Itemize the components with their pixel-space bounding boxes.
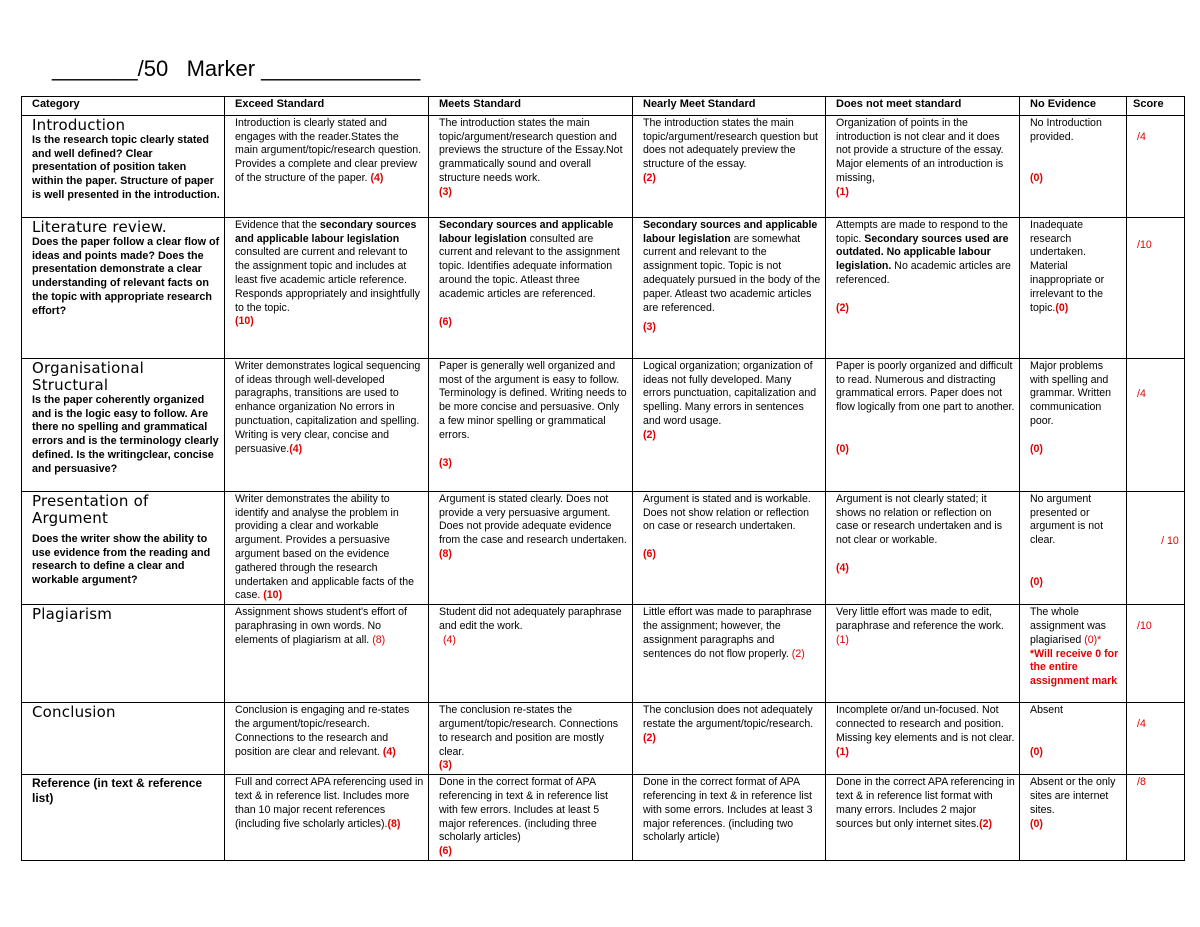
points-label: (2) bbox=[643, 731, 656, 744]
points-label: (0) bbox=[836, 442, 849, 455]
criterion-text: No argument presented or argument is not clear. bbox=[1030, 492, 1104, 547]
score-max: /4 bbox=[1137, 718, 1146, 731]
criterion-text: No Introduction provided. bbox=[1030, 116, 1102, 143]
category-description: Does the paper follow a clear flow of ideas and points made? Does the presentation demonstrate a clear understanding of relevant facts on the topic with appropriate research effort? bbox=[32, 235, 220, 317]
criterion-text: are somewhat current and relevant to the assignment topic. Topic is not adequately pursued in the body of the paper. Atleast two academic articles are referenced. bbox=[643, 232, 821, 314]
score-max: /4 bbox=[1137, 387, 1146, 400]
column-header: No Evidence bbox=[1020, 97, 1127, 116]
noevidence-cell bbox=[1020, 115, 1127, 217]
points-label: (0)* bbox=[1084, 633, 1102, 646]
points-label: (2) bbox=[791, 647, 805, 660]
points-label: (4) bbox=[370, 171, 384, 184]
nearly-cell bbox=[633, 491, 826, 604]
category-cell bbox=[22, 115, 225, 217]
meets-cell bbox=[429, 703, 633, 775]
category-cell bbox=[22, 358, 225, 491]
nearly-cell bbox=[633, 605, 826, 703]
points-label: (6) bbox=[439, 315, 452, 328]
criterion-text: No academic articles are referenced. bbox=[836, 260, 1011, 286]
criterion-text: The conclusion does not adequately restate the argument/topic/research. bbox=[643, 704, 814, 730]
category-title: Literature review. bbox=[32, 217, 167, 236]
noevidence-cell bbox=[1020, 775, 1127, 861]
points-label: (2) bbox=[979, 817, 993, 830]
category-title: Introduction bbox=[32, 115, 126, 134]
meets-cell bbox=[429, 358, 633, 491]
criterion-text: Paper is generally well organized and most of the argument is easy to follow. Terminology is defined. Writing needs to be more concise and persuasive. Only a few minor spelling or grammatical errors. bbox=[439, 359, 627, 441]
notmeet-cell bbox=[826, 491, 1020, 604]
nearly-cell bbox=[633, 703, 826, 775]
points-label: (10) bbox=[235, 315, 254, 328]
points-label: (3) bbox=[439, 456, 452, 469]
meets-cell bbox=[429, 115, 633, 217]
criterion-text: Inadequate research undertaken. Material inappropriate or irrelevant to the topic. bbox=[1030, 218, 1105, 314]
category-cell bbox=[22, 217, 225, 358]
exceed-cell bbox=[225, 115, 429, 217]
category-cell bbox=[22, 605, 225, 703]
exceed-cell bbox=[225, 217, 429, 358]
rubric-row-literature-review bbox=[22, 217, 1185, 358]
criterion-text: Done in the correct format of APA referencing in text & in reference list with few errors. Includes at least 5 major references. (including three scholarly articles) bbox=[439, 776, 608, 844]
noevidence-cell bbox=[1020, 703, 1127, 775]
score-cell bbox=[1127, 217, 1185, 358]
category-title: Plagiarism bbox=[32, 605, 113, 624]
criterion-emphasis: Secondary sources and applicable labour legislation bbox=[439, 218, 614, 245]
points-label: (2) bbox=[643, 171, 656, 184]
score-max: /10 bbox=[1137, 238, 1152, 251]
rubric-row-plagiarism bbox=[22, 605, 1185, 703]
marks-header: _______/50 Marker _____________ bbox=[52, 56, 421, 81]
score-cell bbox=[1127, 115, 1185, 217]
points-label: (10) bbox=[263, 589, 283, 602]
category-title: Conclusion bbox=[32, 703, 116, 722]
criterion-text: Writer demonstrates logical sequencing of ideas through well-developed paragraphs, transitions are used to enhance organization No errors in punctuation, capitalization and spelling. Writing is very clear, concise and persuasive. bbox=[235, 359, 421, 455]
noevidence-cell bbox=[1020, 605, 1127, 703]
score-cell bbox=[1127, 703, 1185, 775]
criterion-text: Writer demonstrates the ability to identify and analyse the problem in providing a clear and workable argument. Provides a persuasive argument based on the evidence gathered through the research undertaken and applicable facts of the case. bbox=[235, 492, 415, 602]
exceed-cell bbox=[225, 358, 429, 491]
criterion-text: Very little effort was made to edit, paraphrase and reference the work. bbox=[836, 606, 1004, 632]
nearly-cell bbox=[633, 775, 826, 861]
points-label: (0) bbox=[1055, 301, 1069, 314]
notmeet-cell bbox=[826, 115, 1020, 217]
points-label: (0) bbox=[1030, 172, 1043, 185]
score-cell bbox=[1127, 605, 1185, 703]
criterion-text: The introduction states the main topic/argument/research question and previews the structure of the Essay.Not grammatically sound and overall structure needs work. bbox=[439, 116, 623, 184]
criterion-text: Logical organization; organization of ideas not fully developed. Many errors punctuation, capitalization and spelling. Many errors in sentences and word usage. bbox=[643, 359, 817, 427]
exceed-cell bbox=[225, 605, 429, 703]
criterion-text: The conclusion re-states the argument/topic/research. Connections to research and position are mostly clear. bbox=[439, 704, 619, 758]
points-label: (1) bbox=[836, 185, 849, 198]
rubric-row-presentation-of-argument bbox=[22, 491, 1185, 604]
points-label: (8) bbox=[372, 633, 386, 646]
score-cell bbox=[1127, 358, 1185, 491]
rubric-row-introduction bbox=[22, 115, 1185, 217]
column-header: Does not meet standard bbox=[826, 97, 1020, 116]
category-description: Is the paper coherently organized and is the logic easy to follow. Are there no spelling and grammatical errors and is the terminology clearly defined. Is the writingclear, concise and persuasive? bbox=[32, 393, 219, 475]
points-label: (4) bbox=[443, 633, 456, 646]
points-label: (6) bbox=[643, 548, 656, 561]
criterion-text: Argument is stated clearly. Does not provide a very persuasive argument. Does not provide adequate evidence from the case and research undertaken. bbox=[439, 492, 627, 547]
category-description: Does the writer show the ability to use evidence from the reading and research to define a clear and workable argument? bbox=[32, 532, 211, 587]
criterion-text: Argument is not clearly stated; it shows no relation or reflection on case or research undertaken and is not clear or workable. bbox=[836, 492, 1003, 547]
points-label: (0) bbox=[1030, 442, 1043, 455]
noevidence-cell bbox=[1020, 358, 1127, 491]
column-header: Exceed Standard bbox=[225, 97, 429, 116]
points-label: (0) bbox=[1030, 817, 1043, 830]
rubric-table bbox=[21, 96, 1185, 861]
criterion-text: Absent or the only sites are internet sites. bbox=[1030, 776, 1116, 816]
meets-cell bbox=[429, 775, 633, 861]
category-cell bbox=[22, 775, 225, 861]
criterion-text: The introduction states the main topic/argument/research question but does not adequately preview the structure of the essay. bbox=[643, 116, 818, 171]
meets-cell bbox=[429, 491, 633, 604]
exceed-cell bbox=[225, 703, 429, 775]
criterion-text: consulted are current and relevant to the assignment topic and includes at least five academic article reference. Responds appropriately and insightfully to the topic. bbox=[235, 246, 420, 314]
criterion-text: Attempts are made to respond to the topic. bbox=[836, 218, 1008, 245]
points-label: (1) bbox=[836, 745, 849, 758]
criterion-text: Absent bbox=[1030, 704, 1063, 717]
rubric-row-reference bbox=[22, 775, 1185, 861]
score-cell bbox=[1127, 491, 1185, 604]
criterion-emphasis: secondary sources and applicable labour legislation bbox=[235, 218, 417, 245]
criterion-text: Evidence that the bbox=[235, 218, 320, 231]
criterion-text: Full and correct APA referencing used in text & in reference list. Includes more than 10 major recent references (including five scholarly articles). bbox=[235, 776, 424, 830]
score-max: / 10 bbox=[1161, 534, 1179, 547]
score-max: /10 bbox=[1137, 620, 1152, 633]
criterion-emphasis: Secondary sources and applicable labour legislation bbox=[643, 218, 818, 245]
criterion-text: Done in the correct APA referencing in text & in reference list format with many errors. Includes 2 major sources but only internet sites. bbox=[836, 776, 1015, 830]
criterion-text: Incomplete or/and un-focused. Not connected to research and position. Missing key elements and is not clear. bbox=[836, 704, 1015, 744]
criterion-text: Conclusion is engaging and re-states the argument/topic/research. Connections to the research and position are clear and relevant. bbox=[235, 704, 410, 758]
column-header: Nearly Meet Standard bbox=[633, 97, 826, 116]
meets-cell bbox=[429, 605, 633, 703]
criterion-text: The whole assignment was plagiarised bbox=[1030, 606, 1106, 646]
column-header: Score bbox=[1127, 97, 1185, 116]
points-label: (3) bbox=[439, 185, 452, 198]
column-header: Meets Standard bbox=[429, 97, 633, 116]
criterion-text: Paper is poorly organized and difficult to read. Numerous and distracting grammatical errors. Paper does not flow logically from one part to another. bbox=[836, 359, 1015, 414]
score-max: /8 bbox=[1137, 776, 1146, 789]
exceed-cell bbox=[225, 775, 429, 861]
criterion-text: Major problems with spelling and grammar. Written communication poor. bbox=[1030, 359, 1112, 427]
notmeet-cell bbox=[826, 358, 1020, 491]
criterion-text: Student did not adequately paraphrase and edit the work. bbox=[439, 606, 622, 632]
notmeet-cell bbox=[826, 605, 1020, 703]
plagiarism-note: *Will receive 0 for the entire assignment mark bbox=[1030, 647, 1119, 688]
noevidence-cell bbox=[1020, 491, 1127, 604]
points-label: (3) bbox=[643, 321, 656, 334]
score-cell bbox=[1127, 775, 1185, 861]
points-label: (0) bbox=[1030, 745, 1043, 758]
criterion-text: Little effort was made to paraphrase the assignment; however, the assignment paragraphs and sentences do not flow properly. bbox=[643, 606, 812, 660]
category-cell bbox=[22, 703, 225, 775]
points-label: (4) bbox=[382, 745, 396, 758]
notmeet-cell bbox=[826, 217, 1020, 358]
points-label: (4) bbox=[289, 442, 303, 455]
points-label: (3) bbox=[439, 759, 452, 772]
notmeet-cell bbox=[826, 775, 1020, 861]
rubric-row-conclusion bbox=[22, 703, 1185, 775]
column-header: Category bbox=[22, 97, 225, 116]
nearly-cell bbox=[633, 115, 826, 217]
meets-cell bbox=[429, 217, 633, 358]
category-title: Organisational Structural bbox=[32, 358, 144, 394]
points-label: (8) bbox=[439, 547, 452, 560]
points-label: (4) bbox=[836, 561, 849, 574]
category-cell bbox=[22, 491, 225, 604]
category-title: Presentation of Argument bbox=[32, 491, 149, 527]
criterion-text: Assignment shows student's effort of paraphrasing in own words. No elements of plagiarism at all. bbox=[235, 606, 408, 646]
notmeet-cell bbox=[826, 703, 1020, 775]
noevidence-cell bbox=[1020, 217, 1127, 358]
score-max: /4 bbox=[1137, 130, 1146, 143]
criterion-emphasis: Secondary sources used are outdated. No applicable labour legislation. bbox=[836, 232, 1009, 273]
category-description: Is the research topic clearly stated and well defined? Clear presentation of position taken within the paper. Structure of paper is well presented in the introduction. bbox=[32, 133, 220, 201]
rubric-row-organisational-structural bbox=[22, 358, 1185, 491]
criterion-text: Organization of points in the introduction is not clear and it does not provide a structure of the essay. Major elements of an introduction is missing, bbox=[836, 116, 1004, 184]
points-label: (2) bbox=[643, 428, 656, 441]
points-label: (0) bbox=[1030, 575, 1043, 588]
nearly-cell bbox=[633, 358, 826, 491]
criterion-text: Done in the correct format of APA referencing in text & in reference list with some errors. Includes at least 3 major references. (including two scholarly article) bbox=[643, 776, 813, 844]
points-label: (1) bbox=[836, 633, 849, 646]
exceed-cell bbox=[225, 491, 429, 604]
criterion-text: consulted are current and relevant to the assignment topic. Identifies adequate information around the topic. Atleast three academic articles are referenced. bbox=[439, 232, 620, 300]
criterion-text: Introduction is clearly stated and engages with the reader.States the main argument/topic/research question. Provides a complete and clear preview of the structure of the paper. bbox=[235, 116, 422, 184]
points-label: (6) bbox=[439, 845, 452, 858]
category-title: Reference (in text & reference list) bbox=[32, 776, 203, 806]
points-label: (2) bbox=[836, 301, 849, 314]
criterion-text: Argument is stated and is workable. Does not show relation or reflection on case or research undertaken. bbox=[643, 492, 811, 533]
header-row bbox=[22, 97, 1185, 116]
nearly-cell bbox=[633, 217, 826, 358]
points-label: (8) bbox=[387, 817, 401, 830]
